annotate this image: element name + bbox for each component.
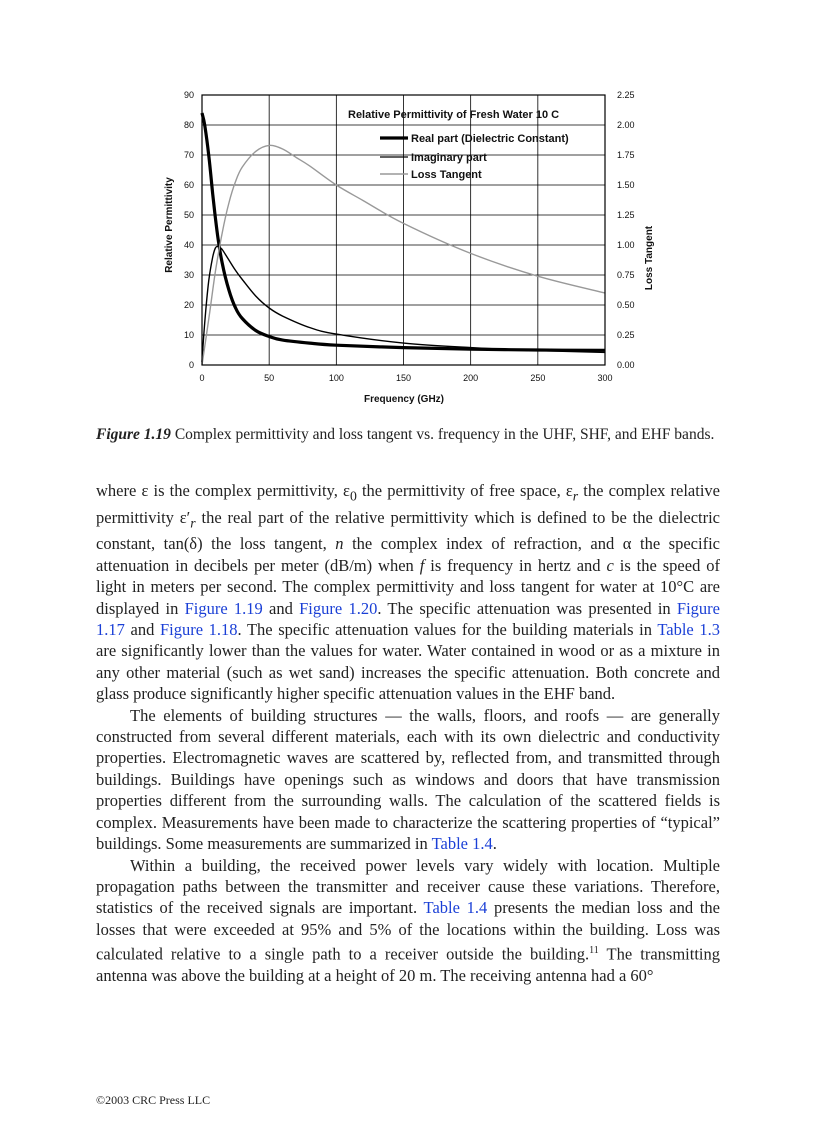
y2-tick-label: 1.00 [617,240,635,250]
legend-label-loss-tangent: Loss Tangent [411,169,482,181]
legend-label-real: Real part (Dielectric Constant) [411,133,569,145]
paragraph-2: The elements of building structures — the walls, floors, and roofs — are generally constructed from several different materials, each with its own dielectric and conductivity properties. Electromagnetic waves are scattered by, reflected from, and transmitted through buildings. Buildings have openings such as windows and doors that have transmission properties different from the surrounding walls. The calculation of the scattered fields is complex. Measurements have been made to characterize the scattering properties of “typical” buildings. Some measurements are summarized in Table 1.4. [96,705,720,854]
y-tick-label: 10 [183,330,194,340]
caption-text: Complex permittivity and loss tangent vs. frequency in the UHF, SHF, and EHF bands. [174,426,715,443]
link-table-1-4-a[interactable]: Table 1.4 [431,834,493,854]
link-figure-1-18[interactable]: Figure 1.18 [159,620,238,640]
paragraph-1: where ε is the complex permittivity, $\varepsilon_0$ the permittivity of free space, $\varepsilon_r$ the complex relative permittivity $\varepsilon'_r$ the real part of the relative permittivity which is defined to be the dielectric constant, tan(δ) the loss tangent, n the complex index of refraction, and α the specific attenuation in decibels per meter (dB/m) when f is frequency in hertz and c is the speed of light in meters per second. The complex permittivity and loss tangent for water at 10°C are displayed in Figure 1.19 and Figure 1.20. The specific attenuation was presented in Figure 1.17 and Figure 1.18. The specific attenuation values for the building materials in Table 1.3 are significantly lower than the values for water. Water contained in wood or as a mixture in any other material (such as wet sand) increases the specific attenuation. Both concrete and glass produce significantly higher specific attenuation values in the EHF band. [96,481,720,704]
y2-tick-label: 0.75 [617,270,635,280]
paragraph-3: Within a building, the received power levels vary widely with location. Multiple propagation paths between the transmitter and receiver cause these variations. Therefore, statistics of the received signals are important. Table 1.4 presents the median loss and the losses that were exceeded at 95% and 5% of the locations within the building. Loss was calculated relative to a single path to a receiver outside the building.$^{11}$ The transmitting antenna was above the building at a height of 20 m. The receiving antenna had a 60° [96,855,720,986]
x-tick-label: 50 [264,373,275,383]
y-tick-label: 50 [183,210,194,220]
y-tick-label: 80 [183,120,194,130]
y2-tick-label: 2.25 [617,90,635,100]
x-tick-label: 100 [328,373,344,383]
copyright-footer: ©2003 CRC Press LLC [96,1093,211,1107]
y-tick-label: 40 [183,240,194,250]
link-table-1-3[interactable]: Table 1.3 [657,620,720,640]
figure-caption [96,425,720,445]
body-text [96,480,720,986]
figure-label: Figure 1.19 [96,426,171,443]
x-tick-label: 300 [597,373,613,383]
x-tick-label: 250 [530,373,546,383]
chart-title: Relative Permittivity of Fresh Water 10 C [348,109,560,121]
y2-tick-label: 1.25 [617,210,635,220]
y2-tick-label: 0.25 [617,330,635,340]
y2-tick-label: 0.00 [617,360,635,370]
x-axis-label: Frequency (GHz) [363,394,445,405]
legend-label-imaginary: Imaginary part [411,152,487,164]
link-figure-1-20[interactable]: Figure 1.20 [299,598,378,618]
x-tick-label: 150 [395,373,412,383]
y2-tick-label: 0.50 [617,300,635,310]
y2-tick-label: 1.75 [617,150,635,160]
x-tick-label: 0 [199,373,205,383]
link-table-1-4-b[interactable]: Table 1.4 [423,898,488,918]
chart-legend [380,133,569,181]
permittivity-chart [140,80,680,415]
link-figure-1-17[interactable]: Figure 1.17 [96,598,720,640]
y-axis-label: Relative Permittivity [164,177,175,273]
y2-axis-label: Loss Tangent [644,225,655,291]
y2-tick-label: 2.00 [617,120,635,130]
y-tick-label: 90 [183,90,194,100]
y-tick-label: 70 [183,150,194,160]
x-tick-label: 200 [463,373,479,383]
reference-superscript: 11 [589,945,599,957]
y-tick-label: 0 [188,360,194,370]
y2-tick-label: 1.50 [617,180,635,190]
link-figure-1-19[interactable]: Figure 1.19 [184,598,263,618]
y-tick-label: 60 [183,180,194,190]
y-tick-label: 30 [183,270,194,280]
y-tick-label: 20 [183,300,194,310]
